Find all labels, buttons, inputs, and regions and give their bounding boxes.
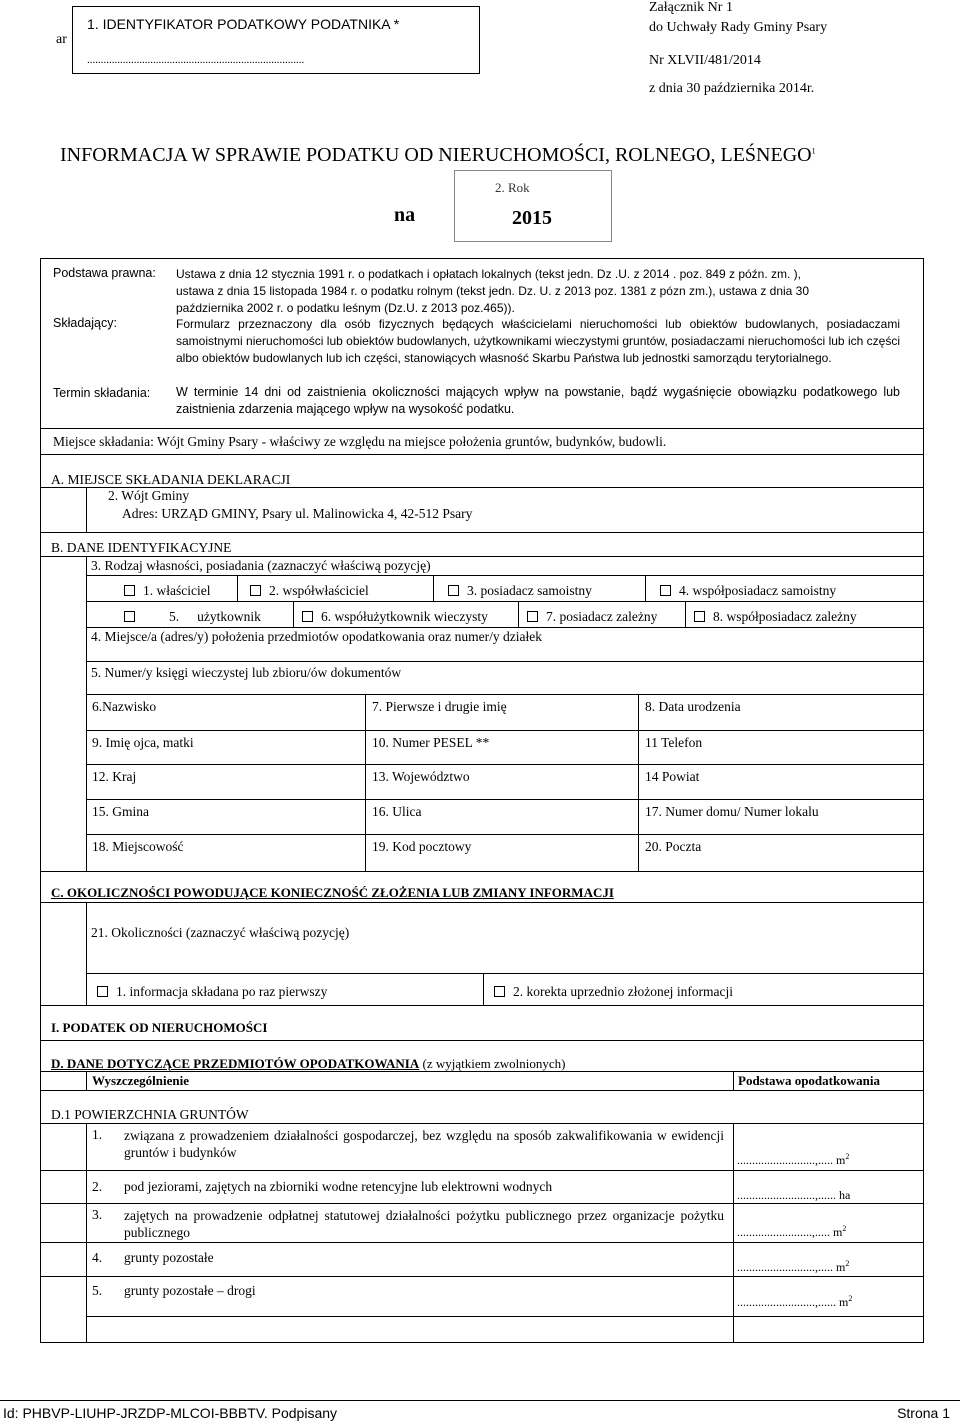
checkbox-icon[interactable] [302,611,313,622]
section-c-heading: C. OKOLICZNOŚCI POWODUJĄCE KONIECZNOŚĆ ZŁOŻENIA LUB ZMIANY INFORMACJI [51,885,614,900]
ownership-option-number: 5. [169,609,180,624]
row-value-text: .........................,..... m [737,1225,843,1239]
row-number: 1. [92,1127,103,1142]
place-box [40,429,924,455]
row-number: 5. [92,1283,103,1298]
municipality-field[interactable]: 15. Gmina [92,804,149,819]
legal-basis-text [176,266,906,317]
divider [40,871,924,872]
country-field[interactable]: 12. Kraj [92,769,137,784]
row-value-text: ..........................,..... m [737,1153,846,1167]
divider [86,799,924,800]
divider [483,973,484,1005]
deadline-text: W terminie 14 dni od zaistnienia okoliczności mających wpływ na powstanie, bądź wygaśnięcie obowiązku podatkowego lub zaistnienia zdarzenia mającego wpływ na wysokość podatku. [176,385,900,416]
section-a-heading: A. MIEJSCE SKŁADANIA DEKLARACJI [51,472,291,487]
divider [685,601,686,627]
divider [86,730,924,731]
section-d-heading-text: D. DANE DOTYCZĄCE PRZEDMIOTÓW OPODATKOWANIA [51,1056,420,1071]
divider [86,627,924,628]
divider [86,973,924,974]
legal-basis-line-2: ustawa z dnia 15 listopada 1984 r. o podatku rolnym (tekst jedn. Dz. U. z 2013 poz. 1381 z pózn zm.), ustawa z dnia 30 [176,284,810,298]
surname-field[interactable]: 6.Nazwisko [92,699,157,714]
post-office-field[interactable]: 20. Poczta [645,839,702,854]
document-id: Id: PHBVP-LIUHP-JRZDP-MLCOI-BBBTV. Podpisany [3,1405,338,1421]
section-b-heading: B. DANE IDENTYFIKACYJNE [51,540,232,555]
section-d-heading-suffix: (z wyjątkiem zwolnionych) [419,1056,566,1071]
divider [86,1316,924,1317]
circumstance-correction[interactable] [494,984,733,1000]
filer-label: Składający: [53,316,117,330]
d1-heading: D.1 POWIERZCHNIA GRUNTÓW [51,1107,249,1122]
row-number: 4. [92,1250,103,1265]
divider [86,902,87,1005]
deadline-label: Termin składania: [53,386,151,400]
checkbox-icon[interactable] [124,585,135,596]
land-row-3 [86,1203,924,1242]
ownership-option-user[interactable] [124,609,261,625]
page-number: Strona 1 [897,1405,950,1421]
voivodeship-field[interactable]: 13. Województwo [372,769,470,784]
office-address: Adres: URZĄD GMINY, Psary ul. Malinowicka 4, 42-512 Psary [122,506,473,521]
year-box [454,170,612,242]
annex-line-2: do Uchwały Rady Gminy Psary [649,20,828,35]
first-names-field[interactable]: 7. Pierwsze i drugie imię [372,699,507,714]
ownership-option-label: 6. współużytkownik wieczysty [321,609,488,624]
section-a-item: 2. Wójt Gminy [108,488,190,503]
house-number-field[interactable]: 17. Numer domu/ Numer lokalu [645,804,819,819]
birth-date-field[interactable]: 8. Data urodzenia [645,699,741,714]
divider [40,532,924,533]
postal-code-field[interactable]: 19. Kod pocztowy [372,839,472,854]
place-text: Miejsce składania: Wójt Gminy Psary - właściwy ze względu na miejsce położenia gruntów, budynków, budowli. [53,434,667,449]
land-row-5 [86,1276,924,1316]
divider [86,556,87,871]
ownership-option-label: 4. współposiadacz samoistny [679,583,837,598]
divider [433,575,434,601]
pesel-field[interactable]: 10. Numer PESEL ** [372,735,490,750]
ownership-option-label: 8. współposiadacz zależny [713,609,857,624]
street-field[interactable]: 16. Ulica [372,804,422,819]
divider [86,764,924,765]
ownership-option-co-possessor[interactable] [660,583,836,599]
row-description: związana z prowadzeniem działalności gospodarczej, bez względu na sposób zakwalifikowania w ewidencji gruntów i budynków [124,1128,724,1160]
divider [86,1071,87,1090]
form-title [60,144,816,167]
form-bottom-border [40,1342,924,1343]
divider [40,1090,924,1091]
checkbox-icon[interactable] [494,986,505,997]
divider [86,694,924,695]
property-location-field[interactable]: 4. Miejsce/a (adres/y) położenia przedmiotów opodatkowania oraz numer/y działek [91,629,542,644]
row-value-text: ..........................,...... ha [737,1188,851,1202]
legal-basis-label: Podstawa prawna: [53,266,156,280]
section-i-heading: I. PODATEK OD NIERUCHOMOŚCI [51,1020,268,1035]
checkbox-icon[interactable] [694,611,705,622]
ownership-option-label: użytkownik [197,609,261,624]
divider [293,601,294,627]
unit-superscript: 2 [845,1259,850,1268]
checkbox-icon[interactable] [527,611,538,622]
annex-line-1: Załącznik Nr 1 [649,0,733,15]
divider [86,575,924,576]
section-d-heading [51,1056,565,1072]
row-number: 2. [92,1179,103,1194]
legal-basis-line-3: października 2002 r. o podatku leśnym (Dz.U. z 2013 poz.465)). [176,301,515,315]
divider [86,487,87,532]
filer-text: Formularz przeznaczony dla osób fizycznych będących właścicielami nieruchomości lub obiektów budowlanych, posiadaczami samoistnymi nieruchomości lub obiektów budowlanych, użytkownikami wieczystymi gruntów, posiadaczami nieruchomości lub ich części albo obiektów budowlanych lub ich części, stanowiących własność Skarbu Państwa lub jednostki samorządu terytorialnego. [176,317,900,365]
year-label: 2. Rok [495,180,530,195]
divider [86,661,924,662]
divider [365,694,366,871]
unit-superscript: 2 [845,1152,850,1161]
circumstance-label: 2. korekta uprzednio złożonej informacji [513,984,734,999]
row-value[interactable] [737,1294,852,1310]
row-description: grunty pozostałe – drogi [124,1283,256,1298]
ownership-option-possessor[interactable] [448,583,592,599]
annex-block [649,0,827,99]
divider [518,601,519,627]
parents-names-field[interactable]: 9. Imię ojca, matki [92,735,194,750]
divider [40,556,924,557]
circumstance-first-filing[interactable] [97,984,327,1000]
form-left-border [40,455,41,1342]
land-register-field[interactable]: 5. Numer/y księgi wieczystej lub zbioru/ów dokumentów [91,665,402,680]
circumstances-question: 21. Okoliczności (zaznaczyć właściwą pozycję) [91,925,350,940]
divider [86,601,924,602]
ownership-option-co-owner[interactable] [250,583,369,599]
divider [40,1071,924,1072]
ownership-option-label: 2. współwłaściciel [269,583,369,598]
divider [237,575,238,601]
ownership-question: 3. Rodzaj własności, posiadania (zaznaczyć właściwą pozycję) [91,558,431,573]
land-row-1 [86,1123,924,1170]
taxpayer-id-label: 1. IDENTYFIKATOR PODATKOWY PODATNIKA * [87,16,400,32]
divider [40,902,924,903]
row-value[interactable] [737,1259,849,1275]
land-row-2 [86,1170,924,1203]
legal-basis-line-1: Ustawa z dnia 12 stycznia 1991 r. o podatkach i opłatach lokalnych (tekst jedn. Dz .U. z 2014 . poz. 849 z późn. zm. ), [176,267,801,281]
ownership-option-label: 3. posiadacz samoistny [467,583,592,598]
divider [86,834,924,835]
annex-line-3: Nr XLVII/481/2014 [649,53,761,68]
row-value[interactable] [737,1224,846,1240]
ownership-option-owner[interactable] [124,583,210,599]
checkbox-icon[interactable] [124,611,135,622]
checkbox-icon[interactable] [97,986,108,997]
taxpayer-id-box [72,6,480,74]
unit-superscript: 2 [842,1224,847,1233]
divider [40,1040,924,1041]
ownership-option-dependent-co-possessor[interactable] [694,609,857,625]
row-description: grunty pozostałe [124,1250,214,1265]
checkbox-icon[interactable] [448,585,459,596]
checkbox-icon[interactable] [660,585,671,596]
year-value[interactable]: 2015 [512,207,552,229]
row-number: 3. [92,1207,103,1222]
form-title-text: INFORMACJA W SPRAWIE PODATKU OD NIERUCHOMOŚCI, ROLNEGO, LEŚNEGO [60,144,812,166]
annex-line-4: z dnia 30 października 2014r. [649,81,815,96]
na-label: na [394,204,416,226]
ownership-option-dependent-possessor[interactable] [527,609,657,625]
circumstance-label: 1. informacja składana po raz pierwszy [116,984,328,999]
locality-field[interactable]: 18. Miejscowość [92,839,184,854]
land-row-4 [86,1242,924,1276]
row-value-text: ..........................,...... m [737,1295,849,1309]
phone-field[interactable]: 11 Telefon [645,735,703,750]
ownership-option-perpetual-co-user[interactable] [302,609,488,625]
divider [638,694,639,871]
checkbox-icon[interactable] [250,585,261,596]
row-description: pod jeziorami, zajętych na zbiorniki wodne retencyjne lub elektrowni wodnych [124,1179,553,1194]
column-specification: Wyszczególnienie [92,1073,189,1088]
unit-superscript: 2 [848,1294,853,1303]
divider [645,575,646,601]
row-value[interactable] [737,1188,850,1203]
ownership-option-label: 1. właściciel [143,583,211,598]
footnote-marker: 1 [811,146,816,156]
row-value-text: ..........................,..... m [737,1260,846,1274]
county-field[interactable]: 14 Powiat [645,769,700,784]
taxpayer-id-dots: ............................................................................... [87,54,305,66]
divider [733,1071,734,1090]
ownership-option-label: 7. posiadacz zależny [546,609,658,624]
footer-rule [0,1400,960,1401]
row-description: zajętych na prowadzenie odpłatnej statutowej działalności pożytku publicznego przez organizacje pożytku publicznego [124,1208,724,1240]
column-tax-base: Podstawa opodatkowania [738,1073,880,1088]
divider [40,1005,924,1006]
row-value[interactable] [737,1152,849,1168]
left-fragment: ar [56,32,67,47]
